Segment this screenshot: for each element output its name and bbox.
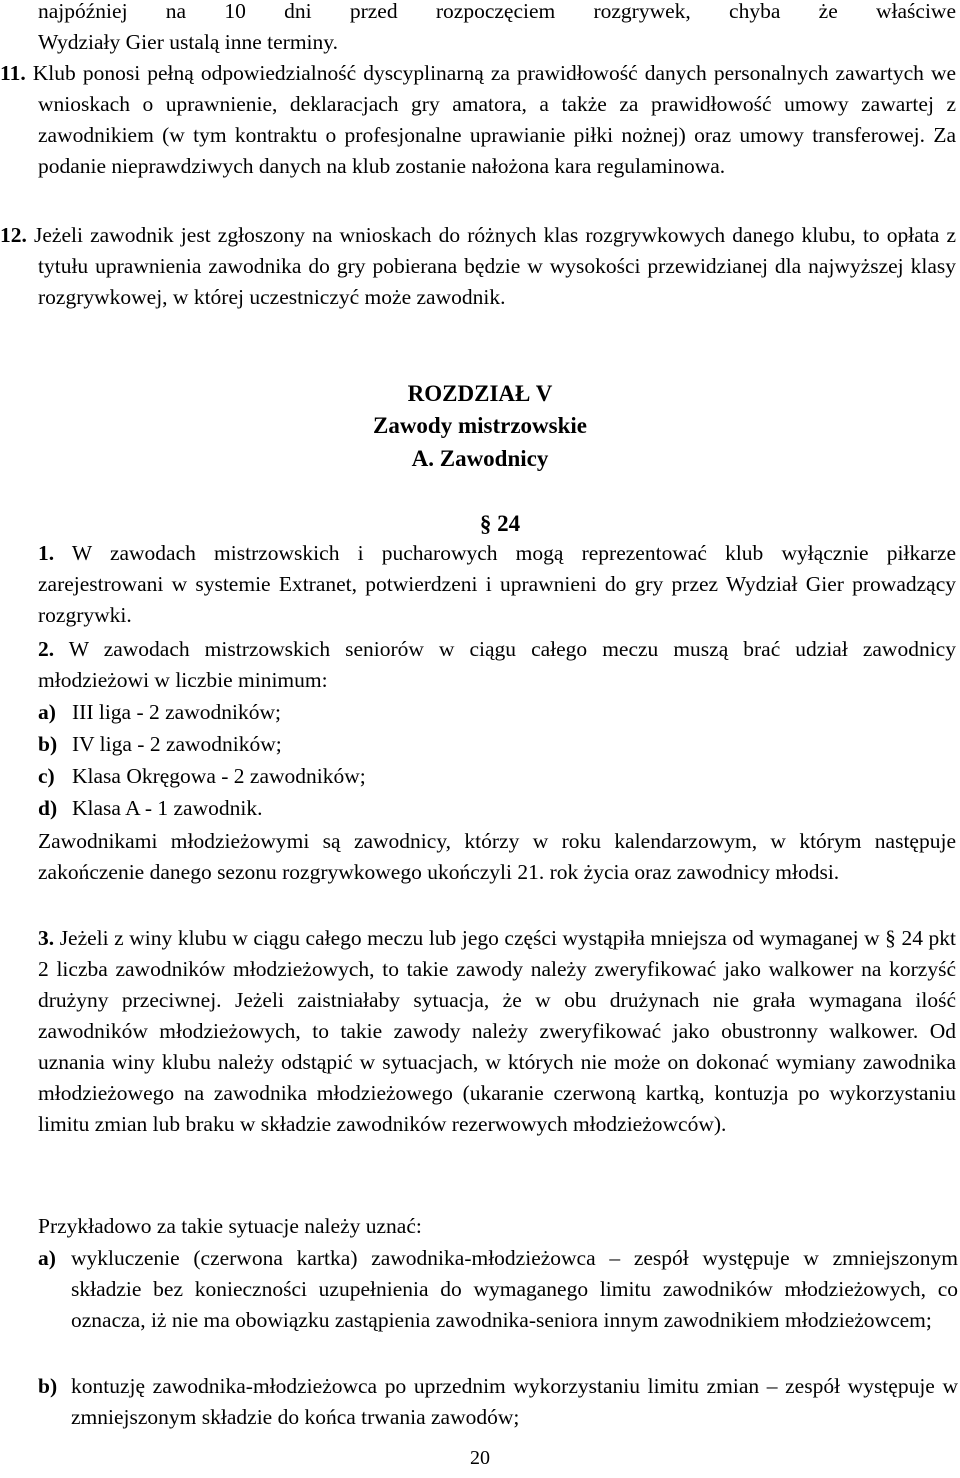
list-item-text: Klasa A - 1 zawodnik. bbox=[72, 796, 263, 820]
para-10-line-1: najpóźniej na 10 dni przed rozpoczęciem rozgrywek, chyba że właściwe bbox=[38, 0, 956, 23]
example-item bbox=[38, 1243, 958, 1336]
list-item-text: III liga - 2 zawodników; bbox=[72, 700, 281, 724]
example-item-text: wykluczenie (czerwona kartka) zawodnika-młodzieżowca – zespół występuje w zmniejszonym składzie bez konieczności uzupełnienia do wymaganego limitu zawodników młodzieżowych, co oznacza, iż nie ma obowiązku zastąpienia zawodnika-seniora innym zawodnikiem młodzieżowcem; bbox=[71, 1246, 958, 1332]
s24-point-2-note: Zawodnikami młodzieżowymi są zawodnicy, którzy w roku kalendarzowym, w którym następuje zakończenie danego sezonu rozgrywkowego ukończyli 21. rok życia oraz zawodnicy młodsi. bbox=[38, 829, 956, 884]
list-item-label: d) bbox=[38, 796, 58, 820]
list-item bbox=[38, 729, 958, 760]
s24-point-2-text: W zawodach mistrzowskich seniorów w ciągu całego meczu muszą brać udział zawodnicy młodzieżowi w liczbie minimum: bbox=[38, 637, 956, 692]
para-11-text: Klub ponosi pełną odpowiedzialność dyscyplinarną za prawidłowość danych personalnych zawartych we wnioskach o uprawnienie, deklaracjach gry amatora, a także za prawidłowość umowy zawartej z zawodnikiem (w tym kontraktu o profesjonalne uprawianie piłki nożnej) oraz umowy transferowej. Za podanie nieprawdziwych danych na klub zostanie nałożona kara regulaminowa. bbox=[32, 61, 957, 178]
list-item bbox=[38, 793, 958, 824]
examples-intro: Przykładowo za takie sytuacje należy uznać: bbox=[38, 1214, 422, 1238]
para-11 bbox=[0, 58, 956, 182]
s24-point-3-text: Jeżeli z winy klubu w ciągu całego meczu lub jego części wystąpiła mniejsza od wymaganej w § 24 pkt 2 liczba zawodników młodzieżowych, to takie zawody należy zweryfikować jako walkower na korzyść drużyny przeciwnej. Jeżeli zaistniałaby sytuacja, że w obu drużynach nie grała wymagana ilość zawodników młodzieżowych, to takie zawody należy zweryfikować jako obustronny walkower. Od uznania winy klubu należy odstąpić w sytuacjach, w których nie może on dokonać wymiany zawodnika młodzieżowego na zawodnika młodzieżowego (ukaranie czerwoną kartką, kontuzja po wykorzystaniu limitu zmian lub braku w składzie zawodników rezerwowych młodzieżowców). bbox=[38, 926, 957, 1136]
para-12 bbox=[0, 220, 956, 313]
para-12-text: Jeżeli zawodnik jest zgłoszony na wnioskach do różnych klas rozgrywkowych danego klubu, to opłata z tytułu uprawnienia zawodnika do gry pobierana będzie w wysokości przewidzianej dla najwyższej klasy rozgrywkowej, w której uczestniczyć może zawodnik. bbox=[34, 223, 957, 309]
example-item bbox=[38, 1371, 958, 1433]
s24-point-1 bbox=[38, 538, 956, 631]
s24-point-2-number: 2. bbox=[38, 637, 55, 661]
s24-point-3 bbox=[38, 923, 956, 1140]
para-12-number: 12. bbox=[0, 223, 27, 247]
example-item-label: b) bbox=[38, 1374, 58, 1398]
section-subtitle: A. Zawodnicy bbox=[411, 446, 549, 471]
para-10-line-2: Wydziały Gier ustalą inne terminy. bbox=[38, 30, 339, 54]
list-item-text: Klasa Okręgowa - 2 zawodników; bbox=[72, 764, 366, 788]
paragraph-24-heading: § 24 bbox=[479, 511, 521, 536]
chapter-title: Zawody mistrzowskie bbox=[372, 413, 588, 438]
s24-point-1-number: 1. bbox=[38, 541, 55, 565]
list-item bbox=[38, 697, 958, 728]
example-item-label: a) bbox=[38, 1246, 56, 1270]
list-item-label: c) bbox=[38, 764, 55, 788]
list-item-text: IV liga - 2 zawodników; bbox=[72, 732, 282, 756]
list-item-label: b) bbox=[38, 732, 58, 756]
list-item-label: a) bbox=[38, 700, 56, 724]
s24-point-3-number: 3. bbox=[38, 926, 55, 950]
list-item bbox=[38, 761, 958, 792]
page-number: 20 bbox=[470, 1447, 490, 1469]
s24-point-2 bbox=[38, 634, 956, 696]
example-item-text: kontuzję zawodnika-młodzieżowca po uprzednim wykorzystaniu limitu zmian – zespół występuje w zmniejszonym składzie do końca trwania zawodów; bbox=[71, 1374, 958, 1429]
para-11-number: 11. bbox=[0, 61, 26, 85]
chapter-heading: ROZDZIAŁ V bbox=[407, 381, 553, 406]
s24-point-1-text: W zawodach mistrzowskich i pucharowych mogą reprezentować klub wyłącznie piłkarze zarejestrowani w systemie Extranet, potwierdzeni i uprawnieni do gry przez Wydział Gier prowadzący rozgrywki. bbox=[38, 541, 956, 627]
